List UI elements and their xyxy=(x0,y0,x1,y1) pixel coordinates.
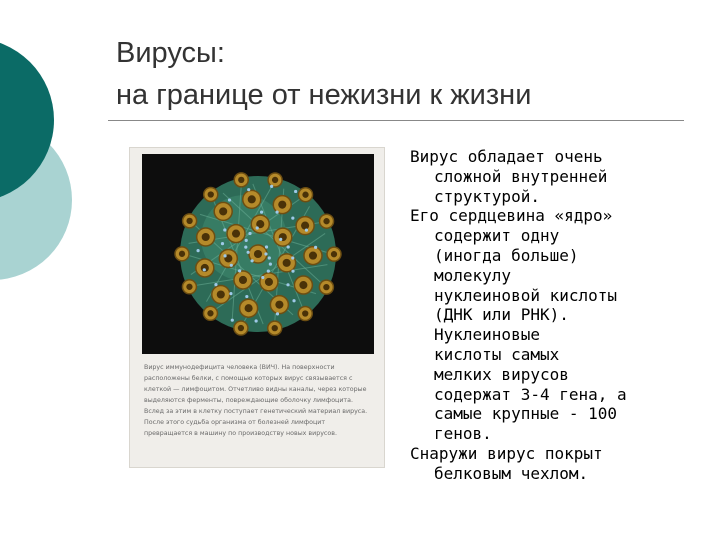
protein-channel xyxy=(323,218,329,224)
virus-dot xyxy=(221,242,224,245)
virus-dot xyxy=(256,226,259,229)
protein-channel xyxy=(301,222,309,230)
protein-channel xyxy=(331,251,337,257)
virus-dot xyxy=(261,276,264,279)
protein-channel xyxy=(278,201,286,209)
protein-channel xyxy=(186,284,192,290)
virus-dot xyxy=(203,268,206,271)
protein-channel xyxy=(238,177,244,183)
body-text xyxy=(410,147,710,484)
virus-dot xyxy=(292,299,295,302)
virus-dot xyxy=(286,283,289,286)
virus-dot xyxy=(247,251,250,254)
protein-channel xyxy=(323,284,329,290)
protein-channel xyxy=(202,233,210,241)
paragraph-capsid: Снаружи вирус покрыт белковым чехлом. xyxy=(410,443,603,483)
protein-channel xyxy=(239,276,247,284)
protein-channel xyxy=(207,310,213,316)
protein-channel xyxy=(275,301,283,309)
virus-dot xyxy=(270,185,273,188)
virus-dot xyxy=(251,259,254,262)
virus-dot xyxy=(291,256,294,259)
virus-dot xyxy=(305,229,308,232)
protein-channel xyxy=(179,251,185,257)
paragraph-structure: Вирус обладает очень сложной внутренней структурой. xyxy=(410,147,608,206)
decorative-circles xyxy=(0,0,80,300)
virus-dot xyxy=(245,295,248,298)
figure-caption: Вирус иммунодефицита человека (ВИЧ). На поверхности расположены белки, с помощью которых вирус связывается с клеткой — лимфоцитом. Отчетливо видны каналы, через которые выделяются ферменты, повреждающие оболочку лимфоцита. Вслед за этим в клетку поступает генетический материал вируса. После этого судьба организма от болезней лимфоцит превращается в машину по производству новых вирусов. xyxy=(144,364,368,437)
virus-dot xyxy=(228,198,231,201)
virus-dot xyxy=(294,190,297,193)
virus-dot xyxy=(223,254,226,257)
virus-dot xyxy=(238,269,241,272)
virus-dot xyxy=(291,217,294,220)
virus-dot xyxy=(269,263,272,266)
protein-channel xyxy=(217,290,225,298)
protein-channel xyxy=(219,207,227,215)
virus-dot xyxy=(314,246,317,249)
virus-dot xyxy=(265,245,268,248)
protein-channel xyxy=(254,250,262,258)
virus-figure xyxy=(129,147,385,468)
title-divider xyxy=(108,120,684,121)
virus-image xyxy=(142,154,374,354)
virus-dot xyxy=(287,245,290,248)
protein-channel xyxy=(208,191,214,197)
virus-dot xyxy=(279,238,282,241)
protein-channel xyxy=(283,259,291,267)
protein-channel xyxy=(248,195,256,203)
virus-dot xyxy=(214,283,217,286)
virus-dot xyxy=(291,270,294,273)
virus-dot xyxy=(244,246,247,249)
virus-dot xyxy=(245,239,248,242)
virus-dot xyxy=(223,228,226,231)
virus-dot xyxy=(230,264,233,267)
virus-dot xyxy=(231,319,234,322)
title-line-1: Вирусы: xyxy=(116,37,225,69)
protein-channel xyxy=(186,218,192,224)
virus-dot xyxy=(196,249,199,252)
virus-dot xyxy=(276,312,279,315)
virus-dot xyxy=(255,319,258,322)
virus-dot xyxy=(268,256,271,259)
virus-dot xyxy=(267,270,270,273)
protein-channel xyxy=(232,230,240,238)
virus-dot xyxy=(247,188,250,191)
protein-channel xyxy=(302,310,308,316)
protein-channel xyxy=(309,252,317,260)
protein-channel xyxy=(302,192,308,198)
protein-channel xyxy=(299,281,307,289)
virus-dot xyxy=(264,252,267,255)
paragraph-core: Его сердцевина «ядро» содержит одну (иногда больше) молекулу нуклеиновой кислоты (ДНК или РНК). Нуклеиновые кислоты самых мелких вирусов содержат 3-4 гена, а самые крупные - 100 генов. xyxy=(410,206,627,444)
protein-channel xyxy=(272,177,278,183)
virus-dot xyxy=(260,211,263,214)
protein-channel xyxy=(238,325,244,331)
virus-dot xyxy=(275,211,278,214)
protein-channel xyxy=(245,304,253,312)
title-line-2: на границе от нежизни к жизни xyxy=(116,79,532,111)
slide-title xyxy=(116,32,531,116)
protein-channel xyxy=(272,325,278,331)
virus-dot xyxy=(229,292,232,295)
virus-illustration xyxy=(142,154,374,354)
protein-channel xyxy=(265,278,273,286)
virus-dot xyxy=(248,232,251,235)
